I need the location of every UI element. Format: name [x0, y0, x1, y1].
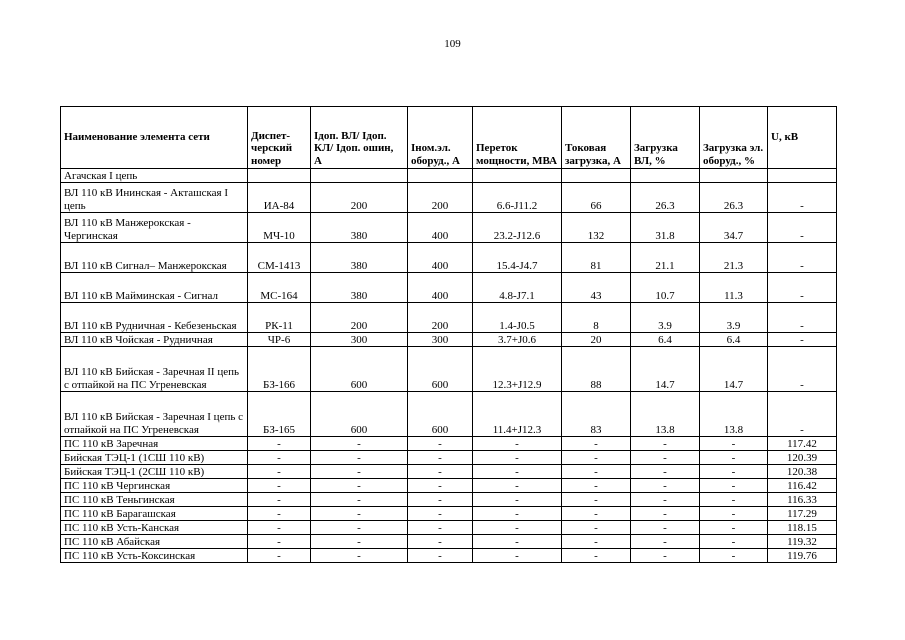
- table-row: [61, 333, 837, 347]
- table-cell: 83: [562, 392, 631, 437]
- table-cell: СМ-1413: [248, 243, 311, 273]
- table-cell: -: [768, 213, 837, 243]
- table-cell: 117.29: [768, 507, 837, 521]
- table-row: [61, 535, 837, 549]
- table-cell: 119.32: [768, 535, 837, 549]
- table-cell: -: [768, 273, 837, 303]
- table-cell: [408, 169, 473, 183]
- table-cell: -: [562, 493, 631, 507]
- table-row: [61, 549, 837, 563]
- table-cell: -: [311, 479, 408, 493]
- table-cell: [768, 169, 837, 183]
- table-cell: 600: [311, 392, 408, 437]
- table-cell: -: [248, 479, 311, 493]
- element-name-cell: ПС 110 кВ Барагашская: [61, 507, 248, 521]
- element-name-cell: Бийская ТЭЦ-1 (2СШ 110 кВ): [61, 465, 248, 479]
- table-cell: 116.33: [768, 493, 837, 507]
- table-cell: 4.8-J7.1: [473, 273, 562, 303]
- header-cell: U, кВ: [768, 107, 837, 169]
- table-cell: 400: [408, 213, 473, 243]
- table-cell: 13.8: [631, 392, 700, 437]
- header-cell: Iдоп. ВЛ/ Iдоп. КЛ/ Iдоп. ошин, А: [311, 107, 408, 169]
- table-cell: 10.7: [631, 273, 700, 303]
- table-cell: 132: [562, 213, 631, 243]
- element-name-cell: ПС 110 кВ Чергинская: [61, 479, 248, 493]
- table-cell: [562, 169, 631, 183]
- table-cell: 43: [562, 273, 631, 303]
- table-cell: -: [768, 303, 837, 333]
- table-cell: -: [408, 437, 473, 451]
- table-cell: 600: [408, 392, 473, 437]
- table-cell: -: [700, 535, 768, 549]
- table-cell: -: [631, 451, 700, 465]
- table-cell: -: [700, 437, 768, 451]
- table-cell: -: [408, 507, 473, 521]
- table-cell: -: [700, 479, 768, 493]
- table-cell: -: [631, 507, 700, 521]
- table-cell: 118.15: [768, 521, 837, 535]
- header-cell: Загрузка эл. оборуд., %: [700, 107, 768, 169]
- table-cell: 200: [408, 303, 473, 333]
- table-cell: 21.3: [700, 243, 768, 273]
- table-row: [61, 183, 837, 213]
- table-row: [61, 213, 837, 243]
- table-row: [61, 479, 837, 493]
- table-cell: 88: [562, 347, 631, 392]
- table-cell: -: [248, 437, 311, 451]
- table-cell: -: [768, 243, 837, 273]
- table-cell: 120.39: [768, 451, 837, 465]
- element-name-cell: ПС 110 кВ Заречная: [61, 437, 248, 451]
- table-cell: -: [562, 507, 631, 521]
- table-cell: [631, 169, 700, 183]
- table-cell: -: [700, 521, 768, 535]
- table-cell: -: [473, 465, 562, 479]
- table-cell: -: [631, 465, 700, 479]
- table-cell: 200: [311, 303, 408, 333]
- table-cell: МЧ-10: [248, 213, 311, 243]
- table-cell: -: [700, 451, 768, 465]
- table-cell: 380: [311, 243, 408, 273]
- header-cell: Переток мощности, МВА: [473, 107, 562, 169]
- table-row: [61, 493, 837, 507]
- table-cell: -: [248, 465, 311, 479]
- table-cell: -: [562, 479, 631, 493]
- table-row: [61, 347, 837, 392]
- table-cell: -: [248, 535, 311, 549]
- table-cell: 8: [562, 303, 631, 333]
- table-cell: 400: [408, 243, 473, 273]
- element-name-cell: ВЛ 110 кВ Бийская - Заречная I цепь с отпайкой на ПС Угреневская: [61, 392, 248, 437]
- table-cell: 300: [311, 333, 408, 347]
- table-cell: 26.3: [700, 183, 768, 213]
- table-cell: -: [408, 479, 473, 493]
- table-cell: -: [768, 392, 837, 437]
- table-row: [61, 303, 837, 333]
- element-name-cell: ВЛ 110 кВ Бийская - Заречная II цепь с отпайкой на ПС Угреневская: [61, 347, 248, 392]
- header-cell: Наименование элемента сети: [61, 107, 248, 169]
- element-name-cell: ВЛ 110 кВ Майминская - Сигнал: [61, 273, 248, 303]
- table-cell: [473, 169, 562, 183]
- table-cell: -: [248, 451, 311, 465]
- table-cell: -: [473, 451, 562, 465]
- header-row: [61, 107, 837, 169]
- page-number: 109: [444, 38, 461, 50]
- table-cell: -: [408, 493, 473, 507]
- table-cell: -: [473, 521, 562, 535]
- element-name-cell: ВЛ 110 кВ Сигнал– Манжерокская: [61, 243, 248, 273]
- table-cell: 3.9: [631, 303, 700, 333]
- table-cell: -: [473, 493, 562, 507]
- table-row: [61, 465, 837, 479]
- table-cell: 380: [311, 213, 408, 243]
- table-cell: -: [311, 493, 408, 507]
- table-cell: [700, 169, 768, 183]
- table-cell: БЗ-165: [248, 392, 311, 437]
- table-cell: 600: [408, 347, 473, 392]
- table-cell: -: [562, 465, 631, 479]
- table-cell: -: [248, 507, 311, 521]
- element-name-cell: Бийская ТЭЦ-1 (1СШ 110 кВ): [61, 451, 248, 465]
- table-row: [61, 451, 837, 465]
- table-cell: -: [562, 437, 631, 451]
- table-cell: 6.6-J11.2: [473, 183, 562, 213]
- table-cell: 11.4+J12.3: [473, 392, 562, 437]
- table-cell: 81: [562, 243, 631, 273]
- section-row: [61, 169, 837, 183]
- table-cell: -: [562, 451, 631, 465]
- table-cell: -: [311, 451, 408, 465]
- table-cell: -: [631, 437, 700, 451]
- network-load-table: [60, 106, 837, 563]
- table-cell: 200: [408, 183, 473, 213]
- table-row: [61, 392, 837, 437]
- header-cell: Диспет-черский номер: [248, 107, 311, 169]
- table-cell: -: [631, 521, 700, 535]
- element-name-cell: ПС 110 кВ Усть-Коксинская: [61, 549, 248, 563]
- header-cell: Загрузка ВЛ, %: [631, 107, 700, 169]
- table-row: [61, 273, 837, 303]
- table-cell: 21.1: [631, 243, 700, 273]
- header-cell: Токовая загрузка, А: [562, 107, 631, 169]
- table-cell: ИА-84: [248, 183, 311, 213]
- table-cell: БЗ-166: [248, 347, 311, 392]
- table-cell: 3.9: [700, 303, 768, 333]
- table-cell: -: [700, 493, 768, 507]
- table-cell: РК-11: [248, 303, 311, 333]
- table-cell: -: [768, 183, 837, 213]
- table-cell: -: [700, 465, 768, 479]
- table-cell: -: [311, 535, 408, 549]
- table-cell: -: [248, 549, 311, 563]
- table-cell: -: [700, 549, 768, 563]
- table-cell: -: [768, 347, 837, 392]
- table-cell: 116.42: [768, 479, 837, 493]
- table-cell: -: [408, 521, 473, 535]
- table-cell: 380: [311, 273, 408, 303]
- table-cell: -: [311, 549, 408, 563]
- table-cell: 120.38: [768, 465, 837, 479]
- table-cell: -: [700, 507, 768, 521]
- table-cell: -: [311, 521, 408, 535]
- table-cell: 66: [562, 183, 631, 213]
- table-cell: 117.42: [768, 437, 837, 451]
- table-cell: МС-164: [248, 273, 311, 303]
- table-cell: -: [768, 333, 837, 347]
- table-row: [61, 521, 837, 535]
- table-cell: -: [473, 549, 562, 563]
- element-name-cell: ВЛ 110 кВ Чойская - Рудничная: [61, 333, 248, 347]
- table-cell: 400: [408, 273, 473, 303]
- table-cell: 3.7+J0.6: [473, 333, 562, 347]
- table-cell: 200: [311, 183, 408, 213]
- element-name-cell: ПС 110 кВ Теньгинская: [61, 493, 248, 507]
- table-cell: -: [248, 493, 311, 507]
- header-cell: Iном.эл. оборуд., А: [408, 107, 473, 169]
- table-cell: 11.3: [700, 273, 768, 303]
- table-cell: ЧР-6: [248, 333, 311, 347]
- table-cell: 31.8: [631, 213, 700, 243]
- table-cell: -: [311, 437, 408, 451]
- element-name-cell: ВЛ 110 кВ Манжерокская - Чергинская: [61, 213, 248, 243]
- table-cell: -: [311, 465, 408, 479]
- table-cell: -: [631, 493, 700, 507]
- table-cell: 20: [562, 333, 631, 347]
- table-row: [61, 243, 837, 273]
- table-cell: 34.7: [700, 213, 768, 243]
- table-cell: -: [408, 549, 473, 563]
- table-cell: 12.3+J12.9: [473, 347, 562, 392]
- table-cell: -: [473, 437, 562, 451]
- table-cell: 23.2-J12.6: [473, 213, 562, 243]
- table-cell: 6.4: [631, 333, 700, 347]
- element-name-cell: ВЛ 110 кВ Ининская - Акташская I цепь: [61, 183, 248, 213]
- table-cell: -: [562, 535, 631, 549]
- table-cell: [311, 169, 408, 183]
- table-cell: 26.3: [631, 183, 700, 213]
- table-cell: -: [473, 507, 562, 521]
- table-cell: 14.7: [700, 347, 768, 392]
- table-row: [61, 507, 837, 521]
- table-cell: -: [248, 521, 311, 535]
- table-cell: -: [631, 549, 700, 563]
- table-cell: 13.8: [700, 392, 768, 437]
- table-cell: -: [311, 507, 408, 521]
- table-cell: 119.76: [768, 549, 837, 563]
- table-cell: -: [562, 549, 631, 563]
- table-cell: -: [408, 465, 473, 479]
- section-title: Агачская I цепь: [61, 169, 248, 183]
- table-cell: -: [631, 479, 700, 493]
- table-cell: -: [408, 451, 473, 465]
- element-name-cell: ПС 110 кВ Абайская: [61, 535, 248, 549]
- element-name-cell: ВЛ 110 кВ Рудничная - Кебезеньская: [61, 303, 248, 333]
- table-cell: 15.4-J4.7: [473, 243, 562, 273]
- table-cell: [248, 169, 311, 183]
- table-cell: -: [473, 479, 562, 493]
- table-row: [61, 437, 837, 451]
- table-cell: -: [631, 535, 700, 549]
- table-cell: 14.7: [631, 347, 700, 392]
- element-name-cell: ПС 110 кВ Усть-Канская: [61, 521, 248, 535]
- table-cell: -: [562, 521, 631, 535]
- table-cell: 600: [311, 347, 408, 392]
- table-cell: 1.4-J0.5: [473, 303, 562, 333]
- table-cell: -: [408, 535, 473, 549]
- table-cell: 300: [408, 333, 473, 347]
- table-cell: -: [473, 535, 562, 549]
- table-cell: 6.4: [700, 333, 768, 347]
